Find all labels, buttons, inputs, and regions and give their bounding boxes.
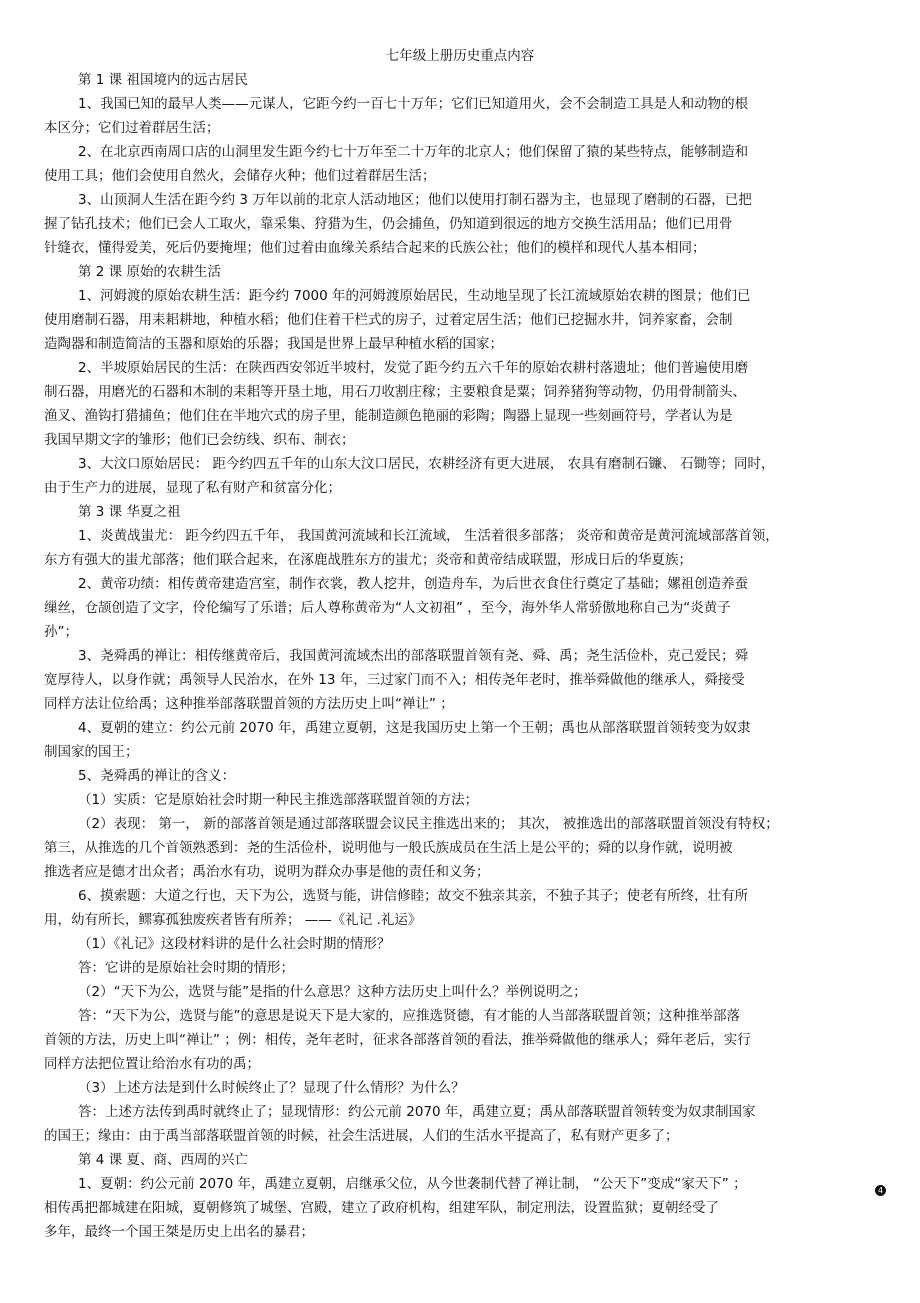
text-line: 1、夏朝：约公元前 2070 年，禹建立夏朝，启继承父位，从今世袭制代替了禅让制， “公天下”变成“家天下” ；	[78, 1176, 747, 1192]
text-line: （3）上述方法是到什么时候终止了？显现了什么情形？为什么？	[78, 1080, 465, 1096]
text-line: 3、尧舜禹的禅让：相传继黄帝后，我国黄河流域杰出的部落联盟首领有尧、舜、禹；尧生活俭朴，克己爱民；舜	[78, 648, 749, 664]
text-line: 使用磨制石器，用耒耜耕地，种植水稻；他们住着干栏式的房子，过着定居生活；他们已挖掘水井，饲养家畜，会制	[44, 312, 733, 328]
text-line: 缫丝，仓颉创造了文字，伶伦编写了乐谱；后人尊称黄帝为“人文初祖” ，至今，海外华人常骄傲地称自己为“炎黄子	[44, 600, 731, 616]
text-line: 针缝衣，懂得爱美，死后仍要掩埋；他们过着由血缘关系结合起来的氏族公社；他们的模样和现代人基本相同；	[44, 240, 706, 256]
text-line: 5、尧舜禹的禅让的含义：	[78, 768, 236, 784]
text-line: 相传禹把都城建在阳城，夏朝修筑了城堡、宫殿，建立了政府机构，组建军队，制定刑法，设置监狱；夏朝经受了	[44, 1200, 719, 1216]
text-line: 同样方法把位置让给治水有功的禹；	[44, 1056, 260, 1072]
text-line: 我国早期文字的雏形；他们已会纺线、织布、制衣；	[44, 432, 355, 448]
text-line: 使用工具；他们会使用自然火，会储存火种；他们过着群居生活；	[44, 168, 436, 184]
text-line: 第 1 课 祖国境内的远古居民	[78, 72, 248, 88]
text-line: 2、在北京西南周口店的山洞里发生距今约七十万年至二十万年的北京人；他们保留了猿的某些特点，能够制造和	[78, 144, 749, 160]
text-line: 宽厚待人，以身作就；禹领导人民治水，在外 13 年，三过家门而不入；相传尧年老时，推举舜做他的继承人，舜接受	[44, 672, 745, 688]
text-line: 孙”；	[44, 624, 78, 640]
text-line: 1、炎黄战蚩尤： 距今约四五千年， 我国黄河流域和长江流域， 生活着很多部落； 炎帝和黄帝是黄河流域部落首领，	[78, 528, 779, 544]
text-line: 6、摸索题：大道之行也，天下为公，选贤与能，讲信修睦；故交不独亲其亲，不独子其子；使老有所终，壮有所	[78, 888, 749, 904]
text-line: 答：它讲的是原始社会时期的情形；	[78, 960, 294, 976]
text-line: 答：上述方法传到禹时就终止了；显现情形：约公元前 2070 年，禹建立夏；禹从部落联盟首领转变为奴隶制国家	[78, 1104, 756, 1120]
text-line: 由于生产力的进展，显现了私有财产和贫富分化；	[44, 480, 341, 496]
text-line: 东方有强大的蚩尤部落；他们联合起来，在涿鹿战胜东方的蚩尤；炎帝和黄帝结成联盟，形成日后的华夏族；	[44, 552, 692, 568]
text-line: 握了钻孔技术；他们已会人工取火，靠采集、狩猎为生，仍会捕鱼，仍知道到很远的地方交换生活用品；他们已用骨	[44, 216, 733, 232]
text-line: （2）“天下为公，选贤与能”是指的什么意思？这种方法历史上叫什么？举例说明之；	[78, 984, 587, 1000]
text-line: 1、我国已知的最早人类——元谋人，它距今约一百七十万年；它们已知道用火，会不会制造工具是人和动物的根	[78, 96, 749, 112]
text-line: 3、山顶洞人生活在距今约 3 万年以前的北京人活动地区；他们以使用打制石器为主，也显现了磨制的石器，已把	[78, 192, 752, 208]
text-line: 3、大汶口原始居民： 距今约四五千年的山东大汶口居民，农耕经济有更大进展， 农具有磨制石镰、 石锄等；同时，	[78, 456, 775, 472]
page-marker: 4	[875, 1185, 886, 1196]
page-title: 七年级上册历史重点内容	[385, 48, 535, 64]
text-line: 第 3 课 华夏之祖	[78, 504, 181, 520]
text-line: 渔叉、渔钩打猎捕鱼；他们住在半地穴式的房子里，能制造颜色艳丽的彩陶；陶器上显现一些刻画符号，学者认为是	[44, 408, 733, 424]
text-line: 第三，从推选的几个首领熟悉到：尧的生活俭朴，说明他与一般氏族成员在生活上是公平的；舜的以身作就，说明被	[44, 840, 733, 856]
text-line: 制国家的国王；	[44, 744, 139, 760]
text-line: （1）实质：它是原始社会时期一种民主推选部落联盟首领的方法；	[78, 792, 479, 808]
text-line: 本区分；它们过着群居生活；	[44, 120, 220, 136]
text-line: （2）表现： 第一， 新的部落首领是通过部落联盟会议民主推选出来的； 其次， 被推选出的部落联盟首领没有特权；	[78, 816, 779, 832]
text-line: 2、半坡原始居民的生活：在陕西西安邻近半坡村，发觉了距今约五六千年的原始农耕村落遗址；他们普遍使用磨	[78, 360, 749, 376]
text-line: 1、河姆渡的原始农耕生活：距今约 7000 年的河姆渡原始居民，生动地呈现了长江流域原始农耕的图景；他们已	[78, 288, 751, 304]
text-line: 用，幼有所长，鳏寡孤独废疾者皆有所养； ——《礼记 .礼运》	[44, 912, 422, 928]
text-line: 首领的方法，历史上叫“禅让” ；例：相传，尧年老时，征求各部落首领的看法，推举舜做他的继承人；舜年老后，实行	[44, 1032, 751, 1048]
text-line: 制石器，用磨光的石器和木制的耒耜等开垦土地，用石刀收割庄稼；主要粮食是粟；饲养猪狗等动物，仍用骨制箭头、	[44, 384, 746, 400]
text-line: 第 4 课 夏、商、西周的兴亡	[78, 1152, 248, 1168]
text-line: 的国王；缘由：由于禹当部落联盟首领的时候，社会生活进展，人们的生活水平提高了，私有财产更多了；	[44, 1128, 679, 1144]
text-line: 第 2 课 原始的农耕生活	[78, 264, 221, 280]
text-line: 多年，最终一个国王桀是历史上出名的暴君；	[44, 1224, 314, 1240]
text-line: 4、夏朝的建立：约公元前 2070 年，禹建立夏朝，这是我国历史上第一个王朝；禹也从部落联盟首领转变为奴隶	[78, 720, 751, 736]
text-line: 同样方法让位给禹；这种推举部落联盟首领的方法历史上叫“禅让” ；	[44, 696, 454, 712]
text-line: 2、黄帝功绩：相传黄帝建造宫室，制作衣裳，教人挖井，创造舟车，为后世衣食住行奠定了基础；嫘祖创造养蚕	[78, 576, 749, 592]
text-line: （1）《礼记》这段材料讲的是什么社会时期的情形？	[78, 936, 391, 952]
text-line: 推选者应是德才出众者；禹治水有功，说明为群众办事是他的责任和义务；	[44, 864, 490, 880]
text-line: 造陶器和制造简洁的玉器和原始的乐器；我国是世界上最早种植水稻的国家；	[44, 336, 503, 352]
text-line: 答：“天下为公，选贤与能”的意思是说天下是大家的，应推选贤德，有才能的人当部落联盟首领；这种推举部落	[78, 1008, 740, 1024]
